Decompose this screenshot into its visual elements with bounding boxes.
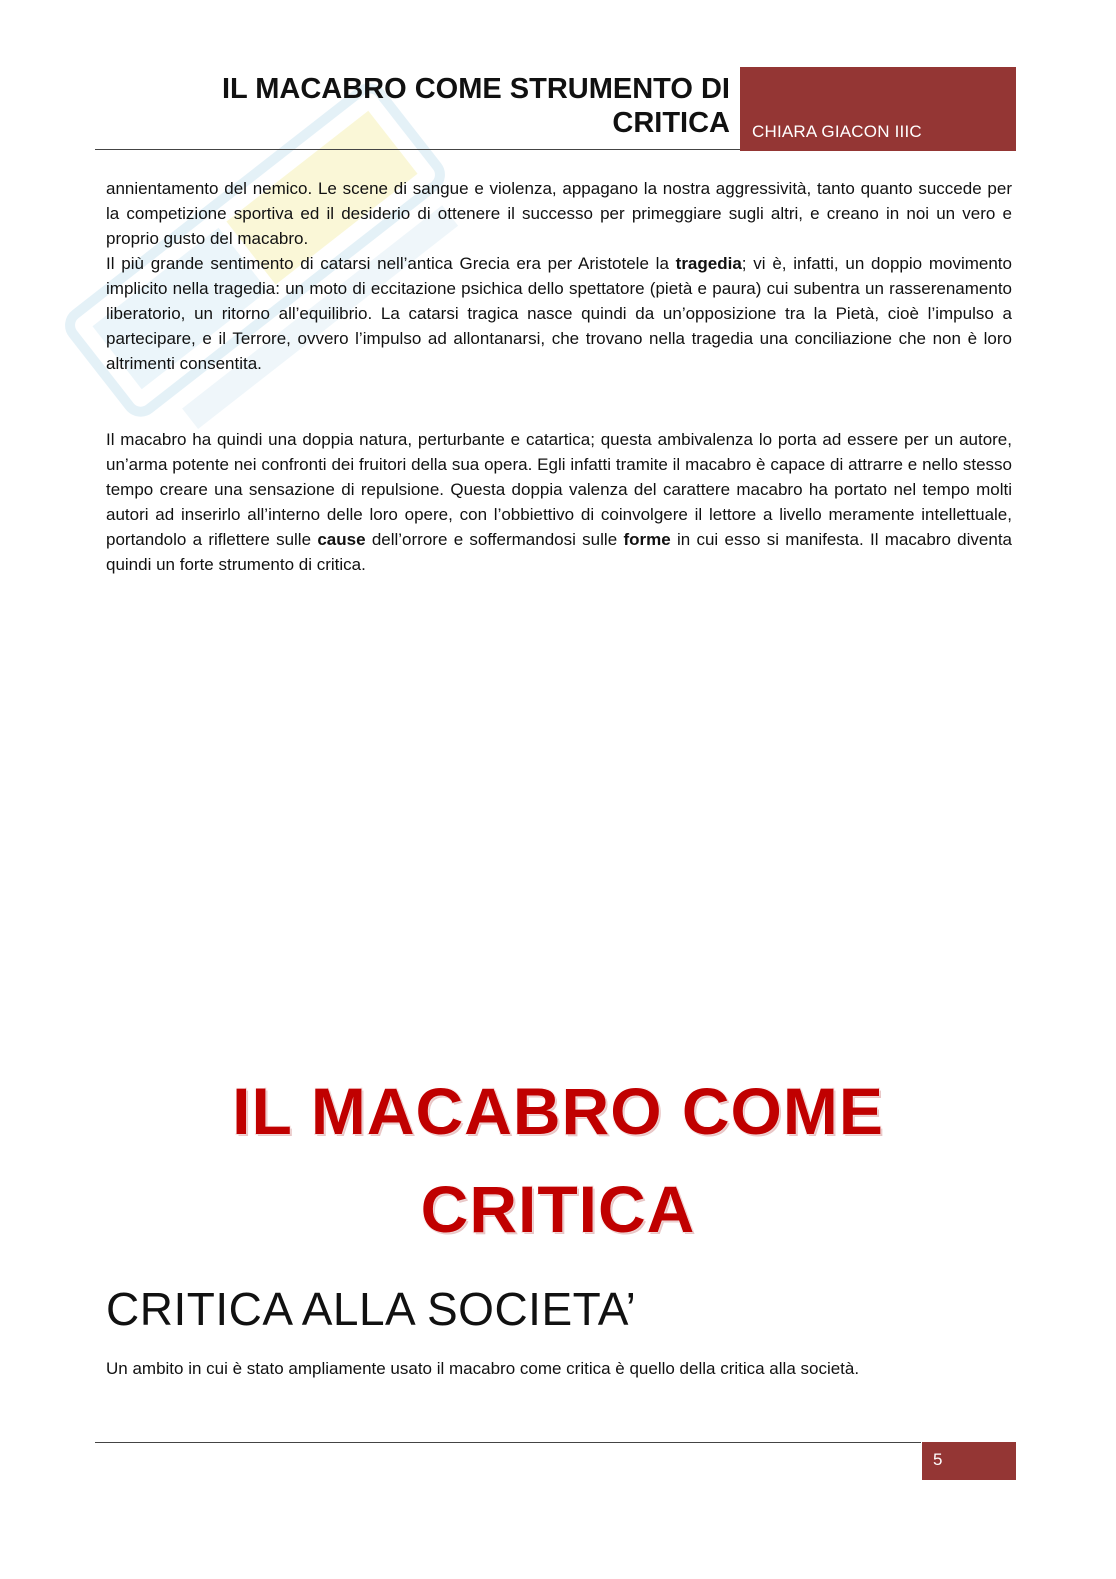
chapter-title	[0, 1062, 1116, 1258]
paragraph-3-bold-forme: forme	[623, 530, 671, 549]
header-title-line2: CRITICA	[612, 107, 730, 139]
section-heading: CRITICA ALLA SOCIETA’	[106, 1283, 637, 1335]
paragraph-3-text-c: in cui esso si manifesta. Il macabro diventa quindi un forte strumento di critica.	[106, 530, 1012, 574]
footer-page-box	[922, 1442, 1016, 1480]
paragraph-2-text-b: ; vi è, infatti, un doppio movimento implicito nella tragedia: un moto di eccitazione psichica dello spettatore (pietà e paura) cui subentra un rasserenamento liberatorio, un ritorno all’equilibrio. La catarsi tragica nasce quindi da un’opposizione tra la Pietà, cioè l’impulso a partecipare, e il Terrore, ovvero l’impulso ad allontanarsi, che trovano nella tragedia una conciliazione che non è loro altrimenti consentita.	[106, 254, 1012, 373]
paragraph-2-bold: tragedia	[675, 254, 742, 273]
footer-divider	[95, 1442, 921, 1443]
section-paragraph: Un ambito in cui è stato ampliamente usato il macabro come critica è quello della critica alla società.	[106, 1359, 860, 1378]
paragraph-1: annientamento del nemico. Le scene di sangue e violenza, appagano la nostra aggressività, tanto quanto succede per la competizione sportiva ed il desiderio di ottenere il successo per primeggiare sugli altri, e creano in noi un vero e proprio gusto del macabro.	[106, 179, 1012, 248]
chapter-title-line1: IL MACABRO COME	[232, 1074, 884, 1148]
header-title-line1: IL MACABRO COME STRUMENTO DI	[221, 73, 730, 105]
paragraph-3-bold-cause: cause	[317, 530, 366, 549]
paragraph-3	[106, 427, 1012, 577]
paragraph-3-text-a: Il macabro ha quindi una doppia natura, perturbante e catartica; questa ambivalenza lo porta ad essere per un autore, un’arma potente nei confronti dei fruitori della sua opera. Egli infatti tramite il macabro è capace di attrarre e nello stesso tempo creare una sensazione di repulsione. Questa doppia valenza del carattere macabro ha portato nel tempo molti autori ad inserirlo all’interno delle loro opere, con l’obbiettivo di coinvolgere il lettore a livello meramente intellettuale, portandolo a riflettere sulle	[106, 430, 1012, 549]
header-author-box	[740, 67, 1016, 151]
body-paragraphs-top	[106, 176, 1012, 376]
paragraph-2-text-a: Il più grande sentimento di catarsi nell’antica Grecia era per Aristotele la	[106, 254, 676, 273]
header-title	[150, 72, 730, 140]
paragraph-3-text-b: dell’orrore e soffermandosi sulle	[365, 530, 624, 549]
body-paragraphs-bottom	[106, 427, 1012, 577]
header-divider	[95, 149, 740, 150]
page-number: 5	[933, 1450, 943, 1469]
paragraph-2	[106, 251, 1012, 376]
chapter-title-line2: CRITICA	[420, 1172, 696, 1246]
header-author: CHIARA GIACON IIIC	[752, 122, 922, 141]
